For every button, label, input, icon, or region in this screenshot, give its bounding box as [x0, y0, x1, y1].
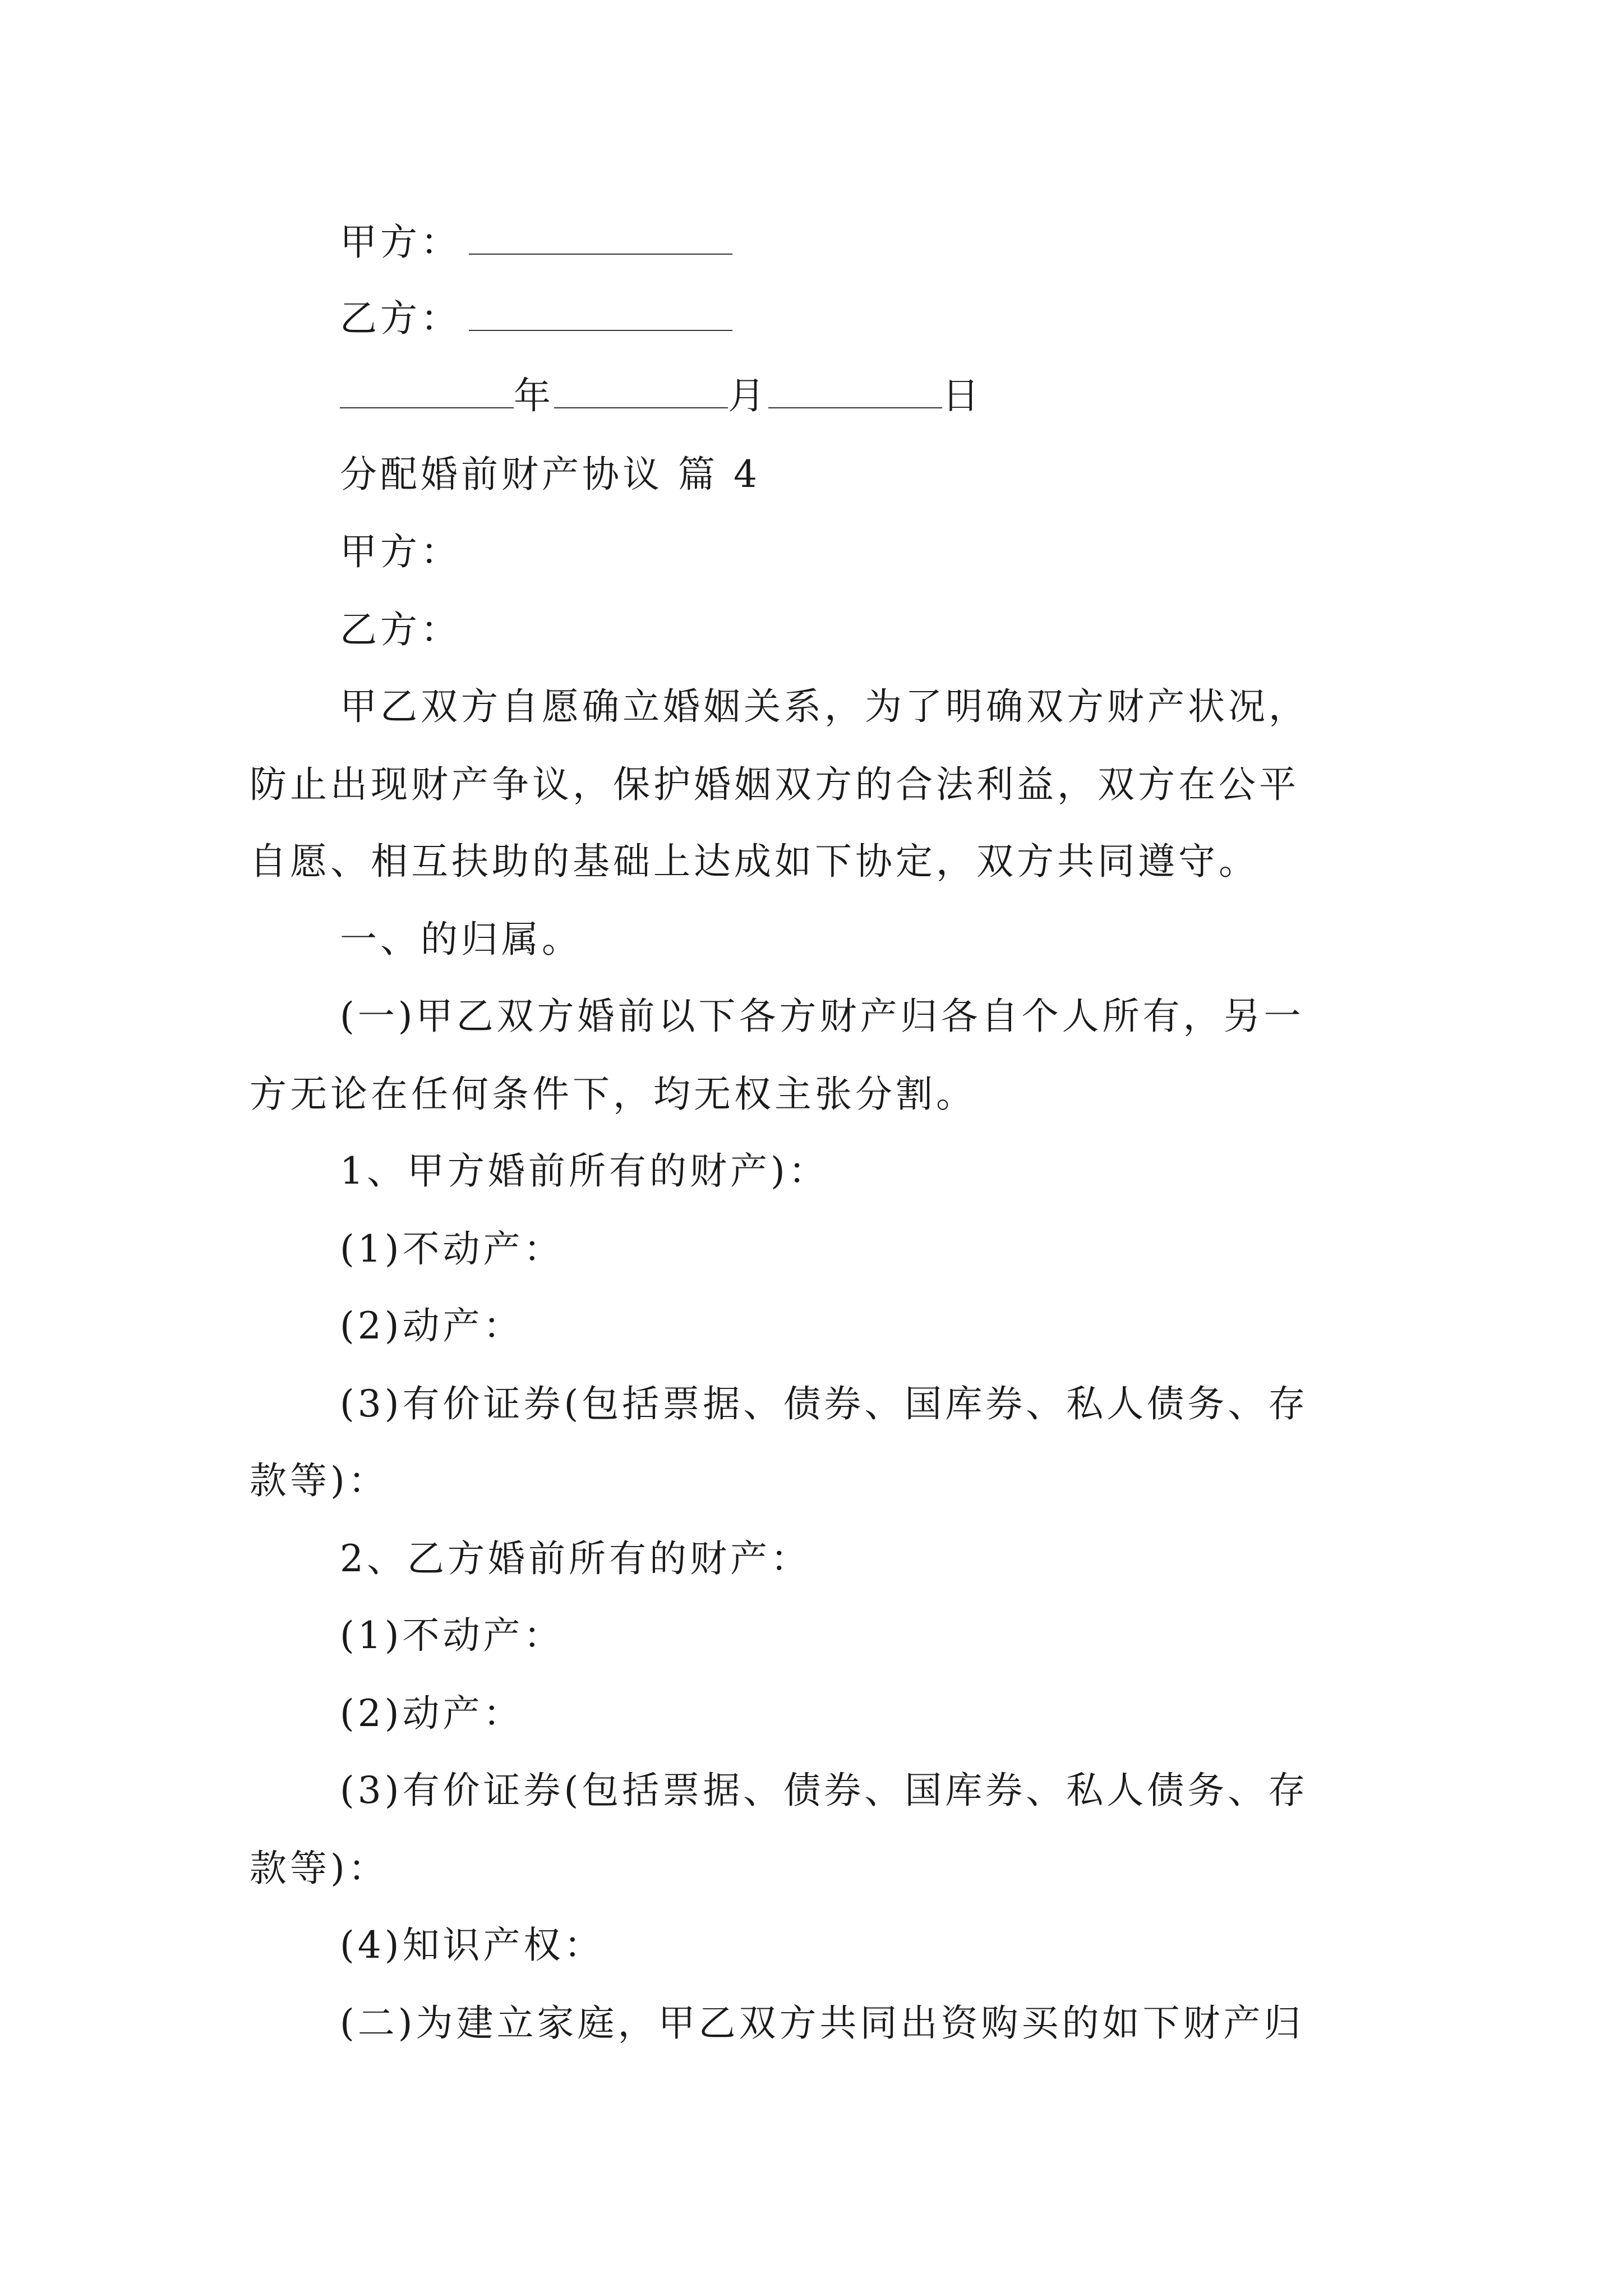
party-a-blank	[469, 248, 732, 255]
clause-1-1-line-1: (一)甲乙双方婚前以下各方财产归各自个人所有，另一	[340, 995, 1304, 1038]
clause-1-2-line-1: (二)为建立家庭，甲乙双方共同出资购买的如下财产归	[340, 2001, 1304, 2045]
day-blank	[768, 402, 942, 408]
party-b-blank	[469, 324, 732, 331]
party-b-assets-header: 2、乙方婚前所有的财产：	[340, 1537, 811, 1580]
party-b-label: 乙方：	[340, 297, 461, 340]
year-label: 年	[514, 374, 554, 417]
party-b-movables: (2)动产：	[340, 1692, 524, 1735]
party-a-movables: (2)动产：	[340, 1304, 524, 1347]
intro-line-2: 防止出现财产争议，保护婚姻双方的合法利益，双方在公平	[250, 763, 1299, 806]
party-a-real-estate: (1)不动产：	[340, 1227, 564, 1271]
party-a-securities-line-2: 款等)：	[250, 1459, 389, 1502]
party-a-assets-header: 1、甲方婚前所有的财产)：	[340, 1149, 829, 1193]
party-a-label: 甲方：	[340, 220, 461, 264]
signature-party-b	[340, 296, 732, 341]
month-label: 月	[728, 374, 768, 417]
signature-date	[340, 374, 983, 418]
party-b-securities-line-2: 款等)：	[250, 1847, 389, 1890]
party-b-securities-line-1: (3)有价证券(包括票据、债券、国库券、私人债务、存	[340, 1769, 1309, 1812]
year-blank	[340, 402, 514, 408]
intro-line-3: 自愿、相互扶助的基础上达成如下协定，双方共同遵守。	[250, 840, 1259, 883]
clause-1-heading: 一、的归属。	[340, 918, 582, 961]
party-b-real-estate: (1)不动产：	[340, 1614, 564, 1657]
party-b-intellectual-property: (4)知识产权：	[340, 1924, 605, 1967]
intro-line-1: 甲乙双方自愿确立婚姻关系，为了明确双方财产状况，	[340, 685, 1309, 728]
party-a-line: 甲方：	[340, 530, 461, 573]
day-label: 日	[942, 374, 983, 417]
section-title: 分配婚前财产协议 篇 4	[340, 453, 760, 496]
party-a-securities-line-1: (3)有价证券(包括票据、债券、国库券、私人债务、存	[340, 1382, 1309, 1425]
party-b-line: 乙方：	[340, 608, 461, 651]
clause-1-1-line-2: 方无论在任何条件下，均无权主张分割。	[250, 1073, 976, 1116]
signature-party-a	[340, 220, 732, 265]
month-blank	[554, 402, 728, 408]
